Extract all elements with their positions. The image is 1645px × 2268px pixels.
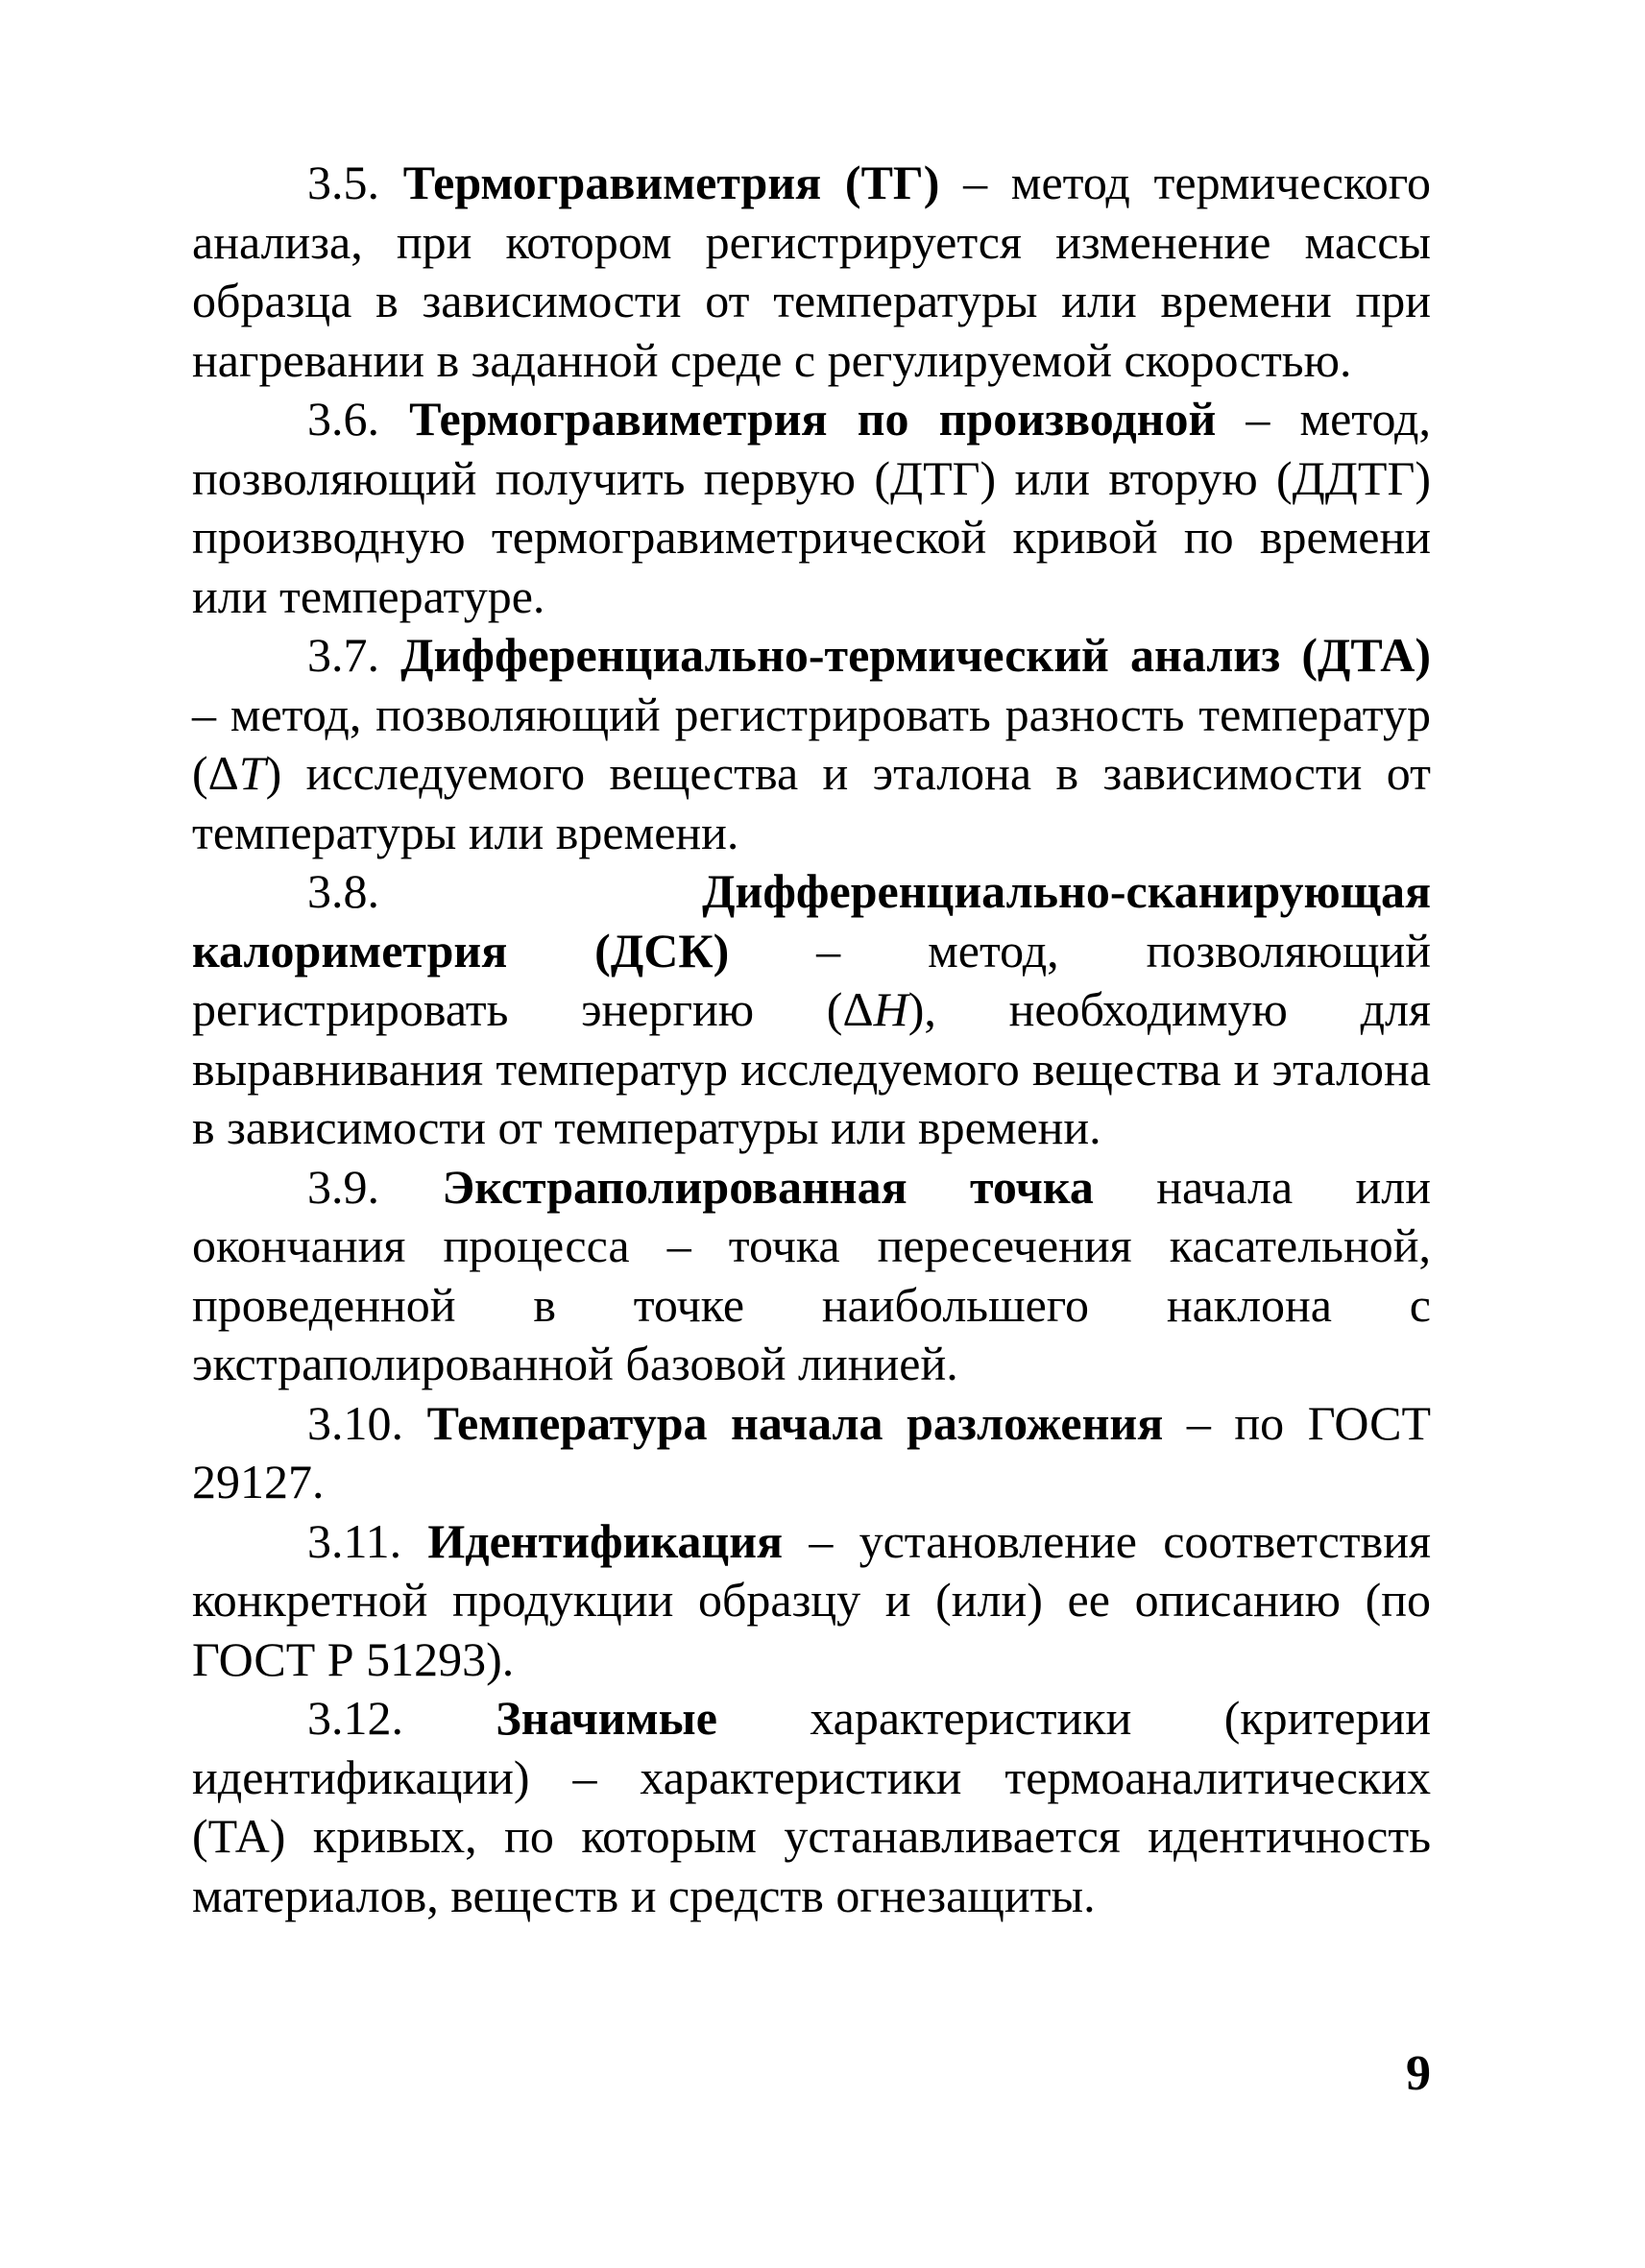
variable-t: T [238, 746, 266, 800]
term-dsc: Дифференциально-сканирующая калориметрия (ДСК) [192, 864, 1431, 977]
clause-number: 3.11. [307, 1513, 402, 1568]
definition-text-continued: ), необходимую для выравнивания температур исследуемого вещества и эталона в зависимости от температуры или времени. [192, 982, 1431, 1154]
definition-3-8 [192, 862, 1431, 1158]
definition-3-11 [192, 1512, 1431, 1690]
term-significant: Значимые [496, 1691, 717, 1745]
clause-number: 3.5. [307, 156, 379, 209]
clause-number: 3.12. [307, 1691, 403, 1745]
definition-3-9 [192, 1158, 1431, 1394]
definition-text: – установление соответствия конкретной продукции образцу и (или) ее описанию (по ГОСТ Р 51293). [192, 1513, 1431, 1686]
variable-h: H [873, 982, 908, 1036]
definition-3-5 [192, 154, 1431, 390]
definition-text: – по ГОСТ 29127. [192, 1395, 1432, 1508]
definition-3-6 [192, 390, 1431, 626]
definition-3-10 [192, 1394, 1431, 1512]
clause-number: 3.9. [307, 1159, 379, 1214]
term-derivative-thermogravimetry: Термогравиметрия по производной [409, 392, 1217, 446]
definition-text: начала или окончания процесса – точка пересечения касательной, проведенной в точке наибольшего наклона с экстраполированной базовой линией. [192, 1159, 1431, 1390]
definition-text: – метод, позволяющий регистрировать энергию (Δ [192, 923, 1431, 1036]
clause-number: 3.10. [307, 1395, 403, 1450]
term-dta: Дифференциально-термический анализ (ДТА) [400, 628, 1431, 682]
clause-number: 3.6. [307, 392, 379, 446]
document-body [192, 154, 1431, 1925]
definition-text-continued: ) исследуемого вещества и эталона в зависимости от температуры или времени. [192, 746, 1431, 859]
definition-3-7 [192, 626, 1431, 862]
definition-text: – метод термического анализа, при котором регистрируется изменение массы образца в зависимости от температуры или времени при нагревании в заданной среде с регулируемой скоростью. [192, 156, 1432, 387]
clause-number: 3.7. [307, 628, 379, 682]
page-number: 9 [1406, 2046, 1431, 2101]
term-decomposition-temperature: Температура начала разложения [426, 1395, 1164, 1450]
definition-text: характеристики (критерии идентификации) – характеристики термоаналитических (ТА) кривых, по которым устанавливается идентичность материалов, веществ и средств огнезащиты. [192, 1691, 1431, 1922]
definition-text: – метод, позволяющий регистрировать разность температур (Δ [192, 687, 1431, 800]
definition-text: – метод, позволяющий получить первую (ДТГ) или вторую (ДДТГ) производную термогравиметрической кривой по времени или температуре. [192, 392, 1431, 623]
term-thermogravimetry: Термогравиметрия (ТГ) [402, 156, 940, 209]
term-extrapolated-point: Экстраполированная точка [442, 1159, 1094, 1214]
term-identification: Идентификация [427, 1513, 784, 1568]
definition-3-12 [192, 1689, 1431, 1925]
clause-number: 3.8. [307, 864, 379, 918]
